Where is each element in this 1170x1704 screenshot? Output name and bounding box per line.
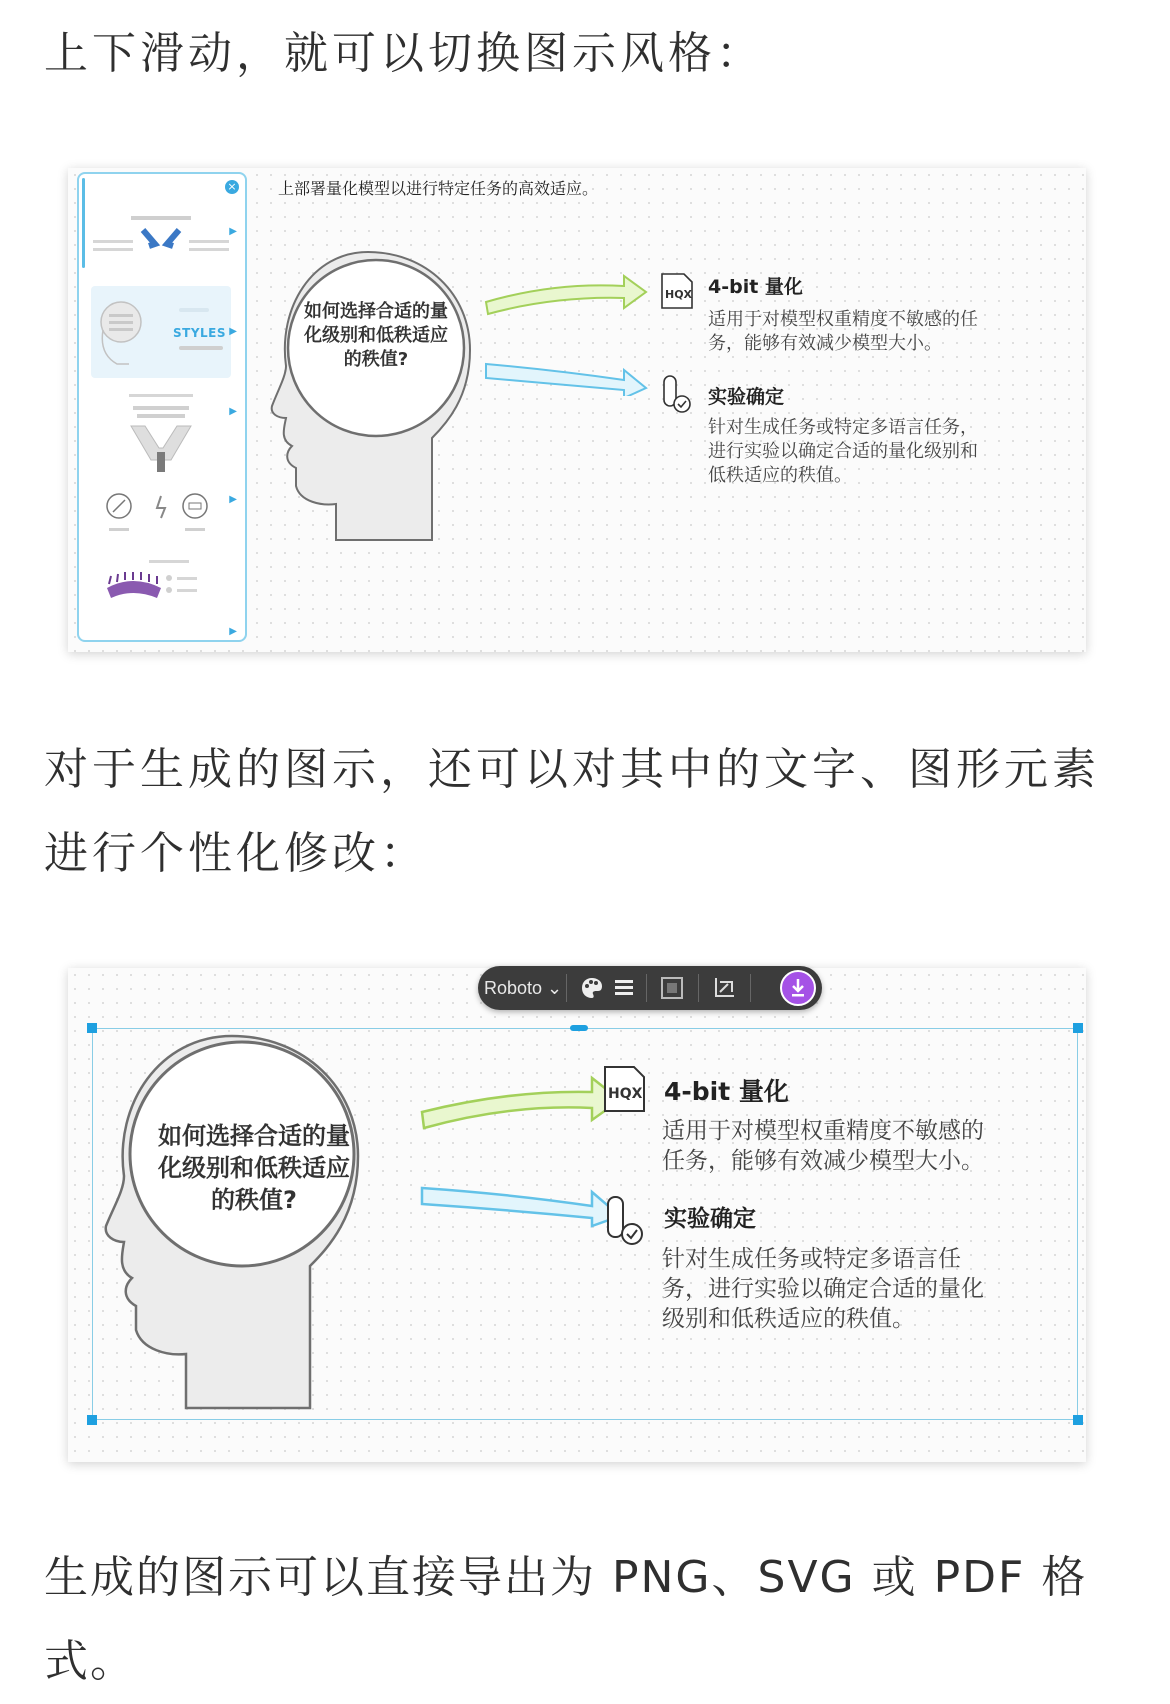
download-button[interactable]: [780, 970, 816, 1006]
palette-icon[interactable]: [578, 974, 606, 1002]
arrows-graphic[interactable]: [420, 1068, 630, 1228]
item-title-4bit[interactable]: 4-bit 量化: [664, 1077, 789, 1106]
resize-handle-br[interactable]: [1073, 1415, 1083, 1425]
edit-toolbar: [478, 966, 822, 1010]
question-text: 如何选择合适的量化级别和低秩适应的秩值?: [304, 301, 448, 370]
hqx-file-icon: [660, 272, 694, 310]
styles-chevron-icon[interactable]: ▶: [229, 326, 237, 337]
hqx-file-icon: [602, 1064, 646, 1114]
border-icon[interactable]: [658, 974, 686, 1002]
svg-text:HQX: HQX: [665, 288, 693, 301]
font-selector[interactable]: Roboto ⌄: [484, 978, 563, 998]
infographic-preview-styles: [68, 168, 1086, 652]
item-title-experiment: 实验确定: [708, 386, 785, 408]
style-thumbnail-1[interactable]: [91, 210, 231, 270]
infographic-editor: [68, 968, 1086, 1462]
thumbnail-4-chevron-icon: ▶: [229, 494, 237, 505]
item-title-4bit: 4-bit 量化: [708, 276, 803, 298]
test-tube-check-icon: [602, 1194, 646, 1246]
item-desc-experiment: 针对生成任务或特定多语言任务，进行实验以确定合适的量化级别和低秩适应的秩值。: [708, 417, 978, 486]
test-tube-check-icon: [660, 374, 694, 414]
resize-handle-top[interactable]: [570, 1025, 588, 1031]
item-title-experiment[interactable]: 实验确定: [664, 1206, 756, 1232]
item-desc-4bit[interactable]: 适用于对模型权重精度不敏感的任务，能够有效减少模型大小。: [662, 1118, 984, 1174]
crop-icon[interactable]: [710, 974, 738, 1002]
head-silhouette-icon: [256, 248, 486, 558]
align-icon[interactable]: [610, 974, 638, 1002]
head-silhouette-icon: [90, 1030, 390, 1414]
item-desc-4bit: 适用于对模型权重精度不敏感的任务，能够有效减少模型大小。: [708, 309, 978, 354]
svg-text:HQX: HQX: [608, 1086, 643, 1102]
infographic-caption: 上部署量化模型以进行特定任务的高效适应。: [278, 179, 599, 198]
styles-label: STYLES: [173, 326, 227, 340]
styles-scrollbar[interactable]: [82, 178, 85, 268]
item-desc-experiment[interactable]: 针对生成任务或特定多语言任务，进行实验以确定合适的量化级别和低秩适应的秩值。: [662, 1246, 984, 1332]
style-thumbnail-3[interactable]: [91, 392, 231, 482]
style-thumbnail-5[interactable]: [91, 558, 231, 608]
paragraph-export: 生成的图示可以直接导出为 PNG、SVG 或 PDF 格式。: [44, 1552, 1088, 1687]
thumbnail-1-chevron-icon: ▶: [229, 226, 237, 237]
paragraph-scroll-styles: 上下滑动，就可以切换图示风格：: [44, 28, 764, 79]
arrows-graphic: [484, 266, 654, 396]
question-text[interactable]: 如何选择合适的量化级别和低秩适应的秩值?: [158, 1122, 350, 1214]
styles-panel[interactable]: [77, 172, 247, 642]
style-thumbnail-4[interactable]: [91, 488, 231, 544]
close-icon[interactable]: ×: [225, 180, 239, 194]
resize-handle-bl[interactable]: [87, 1415, 97, 1425]
download-icon: [782, 972, 814, 1004]
thumbnail-5-chevron-icon: ▶: [229, 626, 237, 637]
head-mini-icon: [95, 294, 165, 370]
paragraph-customize: 对于生成的图示，还可以对其中的文字、图形元素进行个性化修改：: [44, 744, 1100, 879]
resize-handle-tr[interactable]: [1073, 1023, 1083, 1033]
thumbnail-3-chevron-icon: ▶: [229, 406, 237, 417]
